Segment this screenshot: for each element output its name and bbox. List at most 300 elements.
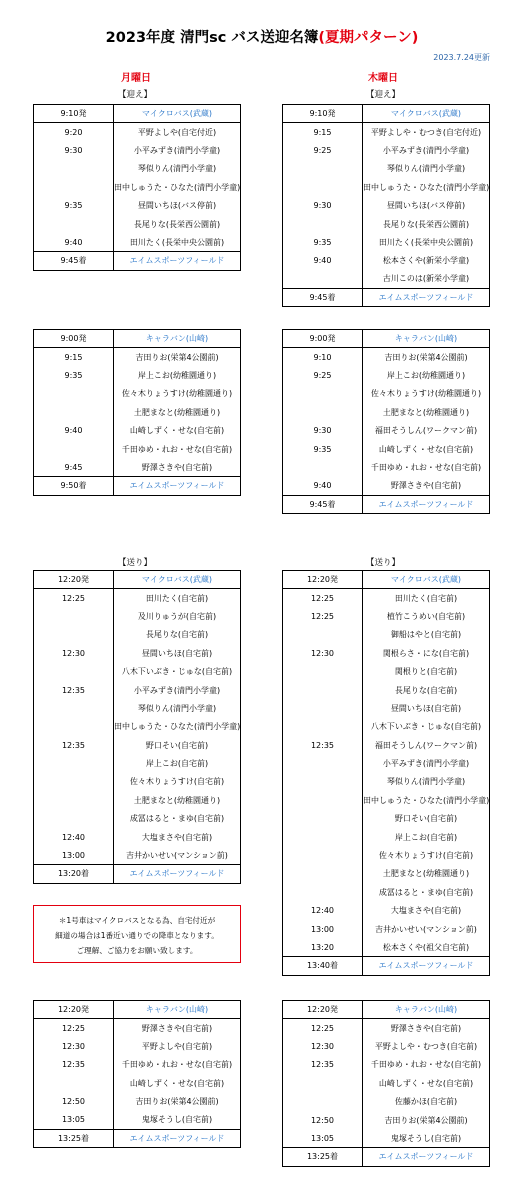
title-pattern: (夏期パターン) bbox=[318, 30, 419, 46]
time-cell bbox=[283, 1074, 363, 1092]
name-cell: 成冨はると・まゆ(自宅前) bbox=[378, 887, 474, 897]
name-cell: 田中しゅうた・ひなた(清門小学童) bbox=[114, 182, 241, 192]
name-cell: キャラバン(山崎) bbox=[114, 330, 241, 348]
name-cell: 山崎しずく・せな(自宅前) bbox=[129, 426, 225, 436]
name-cell: 田中しゅうた・ひなた(清門小学童) bbox=[363, 182, 490, 192]
name-cell: 千田ゆめ・れお・せな(自宅前) bbox=[121, 1060, 233, 1070]
name-cell: 佐々木りょうすけ(幼稚園通り) bbox=[121, 389, 233, 399]
name-cell: エイムスポーツフィールド bbox=[114, 477, 241, 495]
time-cell bbox=[283, 846, 363, 864]
time-cell bbox=[34, 773, 114, 791]
table-row bbox=[34, 385, 241, 403]
table-row bbox=[34, 141, 241, 159]
notice-line: ご理解、ご協力をお願い致します。 bbox=[76, 946, 198, 955]
time-cell: 12:20発 bbox=[34, 1001, 114, 1019]
notice-line: 細道の場合は1番近い通りでの降車となります。 bbox=[55, 931, 219, 940]
time-cell bbox=[34, 1074, 114, 1092]
time-cell bbox=[283, 810, 363, 828]
time-cell bbox=[283, 160, 363, 178]
time-cell: 9:40 bbox=[34, 421, 114, 439]
time-cell bbox=[283, 662, 363, 680]
name-cell: エイムスポーツフィールド bbox=[363, 1148, 490, 1166]
table-row bbox=[283, 1019, 490, 1037]
schedule-table bbox=[33, 329, 241, 496]
name-cell: 長尾りな(自宅前) bbox=[145, 630, 209, 640]
table-row bbox=[34, 1074, 241, 1092]
section-pickup-thu: 【迎え】 bbox=[365, 90, 400, 100]
table-row bbox=[34, 348, 241, 366]
table-row bbox=[283, 699, 490, 717]
name-cell: 琴似りん(清門小学童) bbox=[386, 777, 466, 787]
name-cell: 野澤さきや(自宅前) bbox=[141, 1023, 213, 1033]
time-cell bbox=[34, 791, 114, 809]
time-cell: 12:20発 bbox=[283, 1001, 363, 1019]
time-cell bbox=[283, 626, 363, 644]
table-row bbox=[34, 1019, 241, 1037]
time-cell: 12:30 bbox=[34, 644, 114, 662]
time-cell: 9:45着 bbox=[283, 288, 363, 306]
time-cell bbox=[283, 215, 363, 233]
name-cell: 山崎しずく・せな(自宅前) bbox=[129, 1078, 225, 1088]
table-row bbox=[34, 736, 241, 754]
table-row bbox=[34, 215, 241, 233]
time-cell: 9:45 bbox=[34, 458, 114, 476]
schedule-table bbox=[282, 104, 490, 307]
name-cell: 福田そうしん(ワークマン前) bbox=[374, 740, 478, 750]
time-cell bbox=[283, 458, 363, 476]
name-cell: マイクロバス(武蔵) bbox=[114, 105, 241, 123]
name-cell: 田川たく(自宅前) bbox=[145, 593, 209, 603]
table-row bbox=[283, 773, 490, 791]
time-cell: 13:20 bbox=[283, 938, 363, 956]
time-cell: 12:35 bbox=[283, 736, 363, 754]
table-row bbox=[34, 699, 241, 717]
name-cell: 田中しゅうた・ひなた(清門小学童) bbox=[114, 722, 241, 732]
name-cell: 土肥まなと(幼稚園通り) bbox=[133, 795, 221, 805]
table-row bbox=[283, 421, 490, 439]
name-cell: エイムスポーツフィールド bbox=[114, 252, 241, 270]
time-cell bbox=[34, 810, 114, 828]
time-cell: 9:45着 bbox=[283, 495, 363, 513]
name-cell: 八木下いぶき・じゅな(自宅前) bbox=[121, 667, 233, 677]
table-row bbox=[283, 957, 490, 975]
table-row bbox=[283, 495, 490, 513]
table-row bbox=[283, 846, 490, 864]
time-cell bbox=[34, 626, 114, 644]
time-cell: 9:25 bbox=[283, 366, 363, 384]
table-row bbox=[283, 810, 490, 828]
name-cell: 福田そうしん(ワークマン前) bbox=[374, 426, 478, 436]
time-cell bbox=[283, 385, 363, 403]
name-cell: 岸上こお(自宅前) bbox=[394, 832, 458, 842]
time-cell: 9:00発 bbox=[283, 330, 363, 348]
table-row bbox=[283, 644, 490, 662]
time-cell bbox=[283, 773, 363, 791]
time-cell: 12:25 bbox=[283, 607, 363, 625]
name-cell: マイクロバス(武蔵) bbox=[114, 571, 241, 589]
notice-box bbox=[33, 905, 241, 963]
time-cell bbox=[34, 699, 114, 717]
time-cell: 9:30 bbox=[283, 421, 363, 439]
name-cell: 八木下いぶき・じゅな(自宅前) bbox=[370, 722, 482, 732]
time-cell bbox=[283, 270, 363, 288]
table-row bbox=[34, 366, 241, 384]
name-cell: 鬼塚そうし(自宅前) bbox=[363, 1129, 490, 1147]
table-row bbox=[283, 215, 490, 233]
time-cell: 12:30 bbox=[34, 1037, 114, 1055]
table-row bbox=[283, 754, 490, 772]
name-cell: エイムスポーツフィールド bbox=[363, 288, 490, 306]
name-cell: 佐々木りょうすけ(自宅前) bbox=[378, 851, 474, 861]
table-row bbox=[34, 421, 241, 439]
name-cell: 吉井かいせい(マンション前) bbox=[114, 846, 241, 864]
table-row bbox=[34, 589, 241, 607]
table-row bbox=[283, 571, 490, 589]
time-cell bbox=[34, 662, 114, 680]
table-row bbox=[283, 1148, 490, 1166]
table-row bbox=[34, 458, 241, 476]
time-cell: 9:10発 bbox=[283, 105, 363, 123]
time-cell bbox=[283, 1092, 363, 1110]
name-cell: 佐々木りょうすけ(自宅前) bbox=[129, 777, 225, 787]
time-cell: 13:00 bbox=[283, 920, 363, 938]
table-row bbox=[283, 791, 490, 809]
table-row bbox=[283, 1001, 490, 1019]
time-cell: 12:20発 bbox=[283, 571, 363, 589]
name-cell: エイムスポーツフィールド bbox=[363, 957, 490, 975]
table-row bbox=[34, 791, 241, 809]
name-cell: 関根りと(自宅前) bbox=[394, 667, 458, 677]
name-cell: 松本さくや(祖父自宅前) bbox=[363, 938, 490, 956]
table-row bbox=[34, 846, 241, 864]
table-row bbox=[283, 736, 490, 754]
name-cell: 小平みずき(清門小学童) bbox=[133, 685, 221, 695]
name-cell: 田川たく(長栄中央公園前) bbox=[114, 233, 241, 251]
time-cell bbox=[283, 699, 363, 717]
name-cell: 岸上こお(幼稚園通り) bbox=[386, 370, 466, 380]
name-cell: 関根らさ・にな(自宅前) bbox=[382, 648, 470, 658]
table-row bbox=[283, 902, 490, 920]
name-cell: 岸上こお(幼稚園通り) bbox=[137, 370, 217, 380]
table-row bbox=[283, 1037, 490, 1055]
table-row bbox=[34, 1111, 241, 1129]
time-cell: 13:05 bbox=[34, 1111, 114, 1129]
table-row bbox=[283, 288, 490, 306]
time-cell: 9:50着 bbox=[34, 477, 114, 495]
time-cell: 9:35 bbox=[34, 366, 114, 384]
table-row bbox=[34, 681, 241, 699]
name-cell: 長尾りな(自宅前) bbox=[394, 685, 458, 695]
name-cell: 昼間いちほ(自宅前) bbox=[390, 703, 462, 713]
updated-date: 2023.7.24更新 bbox=[433, 53, 490, 62]
section-dropoff-mon: 【送り】 bbox=[117, 558, 152, 568]
name-cell: 及川りゅうが(自宅前) bbox=[137, 611, 217, 621]
name-cell: 昼間いちほ(バス停前) bbox=[386, 201, 466, 211]
table-row bbox=[34, 178, 241, 196]
time-cell: 9:35 bbox=[283, 440, 363, 458]
schedule-table bbox=[33, 570, 241, 884]
time-cell: 12:30 bbox=[283, 644, 363, 662]
time-cell bbox=[283, 791, 363, 809]
schedule-table bbox=[33, 1000, 241, 1148]
name-cell: 野口そい(自宅前) bbox=[145, 740, 209, 750]
name-cell: 土肥まなと(幼稚園通り) bbox=[382, 869, 470, 879]
name-cell: 山崎しずく・せな(自宅前) bbox=[378, 1078, 474, 1088]
table-row bbox=[283, 366, 490, 384]
time-cell: 12:25 bbox=[283, 1019, 363, 1037]
notice-line: ＊1号車はマイクロバスとなる為、自宅付近が bbox=[58, 916, 216, 925]
name-cell: エイムスポーツフィールド bbox=[114, 865, 241, 883]
table-row bbox=[283, 233, 490, 251]
name-cell: 琴似りん(清門小学童) bbox=[137, 703, 217, 713]
time-cell bbox=[283, 828, 363, 846]
schedule-table bbox=[282, 570, 490, 976]
name-cell: 田川たく(長栄中央公園前) bbox=[378, 237, 474, 247]
time-cell: 12:50 bbox=[34, 1092, 114, 1110]
table-row bbox=[283, 681, 490, 699]
table-row bbox=[283, 348, 490, 366]
table-row bbox=[34, 330, 241, 348]
table-row bbox=[34, 1092, 241, 1110]
name-cell: 平野よしや・むつき(自宅前) bbox=[374, 1041, 478, 1051]
table-row bbox=[34, 1037, 241, 1055]
table-row bbox=[283, 105, 490, 123]
table-row bbox=[283, 920, 490, 938]
table-row bbox=[283, 883, 490, 901]
name-cell: 長尾りな(長栄西公園前) bbox=[133, 219, 221, 229]
name-cell: 小平みずき(清門小学童) bbox=[382, 759, 470, 769]
time-cell: 12:35 bbox=[34, 1056, 114, 1074]
name-cell: キャラバン(山崎) bbox=[363, 1001, 490, 1019]
time-cell: 13:25着 bbox=[34, 1129, 114, 1147]
time-cell bbox=[34, 607, 114, 625]
name-cell: 古川このは(新栄小学童) bbox=[363, 270, 490, 288]
page-title: 2023年度 清門sc バス送迎名簿(夏期パターン) bbox=[105, 30, 419, 46]
time-cell: 9:40 bbox=[34, 233, 114, 251]
table-row bbox=[283, 403, 490, 421]
table-row bbox=[283, 828, 490, 846]
table-row bbox=[283, 477, 490, 495]
time-cell: 9:30 bbox=[34, 141, 114, 159]
table-row bbox=[283, 440, 490, 458]
name-cell: 山崎しずく・せな(自宅前) bbox=[378, 444, 474, 454]
table-row bbox=[283, 938, 490, 956]
table-row bbox=[283, 865, 490, 883]
time-cell: 12:25 bbox=[34, 589, 114, 607]
name-cell: 昼間いちほ(自宅前) bbox=[141, 648, 213, 658]
table-row bbox=[34, 810, 241, 828]
time-cell: 9:00発 bbox=[34, 330, 114, 348]
time-cell: 9:15 bbox=[283, 123, 363, 141]
table-row bbox=[34, 626, 241, 644]
time-cell: 9:30 bbox=[283, 196, 363, 214]
table-row bbox=[283, 626, 490, 644]
time-cell bbox=[34, 385, 114, 403]
table-row bbox=[283, 718, 490, 736]
time-cell: 13:20着 bbox=[34, 865, 114, 883]
table-row bbox=[34, 123, 241, 141]
table-row bbox=[34, 105, 241, 123]
time-cell: 9:10 bbox=[283, 348, 363, 366]
name-cell: 成冨はると・まゆ(自宅前) bbox=[129, 814, 225, 824]
name-cell: 千田ゆめ・れお・せな(自宅前) bbox=[370, 1060, 482, 1070]
name-cell: 小平みずき(清門小学童) bbox=[133, 145, 221, 155]
name-cell: 昼間いちほ(バス停前) bbox=[137, 201, 217, 211]
name-cell: 千田ゆめ・れお・せな(自宅前) bbox=[370, 462, 482, 472]
time-cell bbox=[283, 403, 363, 421]
time-cell bbox=[34, 403, 114, 421]
time-cell: 12:25 bbox=[283, 589, 363, 607]
name-cell: 松本さくや(新栄小学童) bbox=[382, 256, 470, 266]
name-cell: 吉田りお(栄第4公園前) bbox=[384, 1115, 468, 1125]
table-row bbox=[34, 403, 241, 421]
table-row bbox=[34, 233, 241, 251]
table-row bbox=[34, 440, 241, 458]
time-cell: 9:35 bbox=[34, 196, 114, 214]
table-row bbox=[283, 1074, 490, 1092]
name-cell: 小平みずき(清門小学童) bbox=[382, 145, 470, 155]
table-row bbox=[283, 252, 490, 270]
time-cell: 9:15 bbox=[34, 348, 114, 366]
table-row bbox=[34, 252, 241, 270]
name-cell: 野澤さきや(自宅前) bbox=[114, 458, 241, 476]
name-cell: 吉田りお(栄第4公園前) bbox=[384, 352, 468, 362]
schedule-table bbox=[33, 104, 241, 271]
name-cell: 琴似りん(清門小学童) bbox=[386, 164, 466, 174]
time-cell bbox=[283, 865, 363, 883]
name-cell: 田中しゅうた・ひなた(清門小学童) bbox=[363, 795, 490, 805]
table-row bbox=[34, 571, 241, 589]
time-cell bbox=[34, 178, 114, 196]
table-row bbox=[34, 865, 241, 883]
time-cell: 12:50 bbox=[283, 1111, 363, 1129]
time-cell bbox=[283, 883, 363, 901]
time-cell: 12:40 bbox=[283, 902, 363, 920]
table-row bbox=[283, 385, 490, 403]
day-thursday: 木曜日 bbox=[368, 73, 398, 84]
name-cell: 土肥まなと(幼稚園通り) bbox=[133, 407, 221, 417]
time-cell: 9:10発 bbox=[34, 105, 114, 123]
schedule-table bbox=[282, 329, 490, 514]
name-cell: 佐藤かほ(自宅前) bbox=[394, 1097, 458, 1107]
time-cell bbox=[34, 718, 114, 736]
name-cell: 田川たく(自宅前) bbox=[394, 593, 458, 603]
name-cell: 吉田りお(栄第4公園前) bbox=[135, 352, 219, 362]
table-row bbox=[34, 1001, 241, 1019]
name-cell: 御船はやと(自宅前) bbox=[390, 630, 462, 640]
table-row bbox=[283, 607, 490, 625]
name-cell: 佐々木りょうすけ(幼稚園通り) bbox=[370, 389, 482, 399]
time-cell: 12:40 bbox=[34, 828, 114, 846]
time-cell bbox=[283, 754, 363, 772]
section-pickup-mon: 【迎え】 bbox=[117, 90, 152, 100]
time-cell bbox=[34, 215, 114, 233]
table-row bbox=[34, 718, 241, 736]
table-row bbox=[283, 141, 490, 159]
table-row bbox=[283, 1056, 490, 1074]
schedule-table bbox=[282, 1000, 490, 1167]
name-cell: 平野よしや(自宅付近) bbox=[137, 127, 217, 137]
time-cell: 9:40 bbox=[283, 477, 363, 495]
name-cell: 植竹こうめい(自宅前) bbox=[386, 611, 466, 621]
name-cell: 野澤さきや(自宅前) bbox=[390, 1023, 462, 1033]
section-dropoff-thu: 【送り】 bbox=[365, 558, 400, 568]
table-row bbox=[283, 589, 490, 607]
time-cell bbox=[34, 440, 114, 458]
name-cell: 平野よしや・むつき(自宅付近) bbox=[370, 127, 482, 137]
time-cell bbox=[283, 718, 363, 736]
table-row bbox=[283, 1111, 490, 1129]
name-cell: キャラバン(山崎) bbox=[114, 1001, 241, 1019]
table-row bbox=[283, 270, 490, 288]
time-cell: 12:35 bbox=[34, 681, 114, 699]
name-cell: キャラバン(山崎) bbox=[363, 330, 490, 348]
name-cell: 吉井かいせい(マンション前) bbox=[375, 924, 477, 934]
name-cell: 吉田りお(栄第4公園前) bbox=[135, 1097, 219, 1107]
table-row bbox=[283, 178, 490, 196]
table-row bbox=[283, 1092, 490, 1110]
name-cell: 大塩まさや(自宅前) bbox=[141, 832, 213, 842]
time-cell bbox=[34, 160, 114, 178]
table-row bbox=[34, 754, 241, 772]
time-cell: 13:05 bbox=[283, 1129, 363, 1147]
time-cell: 13:25着 bbox=[283, 1148, 363, 1166]
name-cell: 琴似りん(清門小学童) bbox=[137, 164, 217, 174]
table-row bbox=[34, 1056, 241, 1074]
table-row bbox=[34, 160, 241, 178]
table-row bbox=[34, 1129, 241, 1147]
name-cell: 千田ゆめ・れお・せな(自宅前) bbox=[121, 444, 233, 454]
time-cell: 13:40着 bbox=[283, 957, 363, 975]
name-cell: 鬼塚そうし(自宅前) bbox=[114, 1111, 241, 1129]
time-cell: 9:20 bbox=[34, 123, 114, 141]
name-cell: マイクロバス(武蔵) bbox=[363, 571, 490, 589]
table-row bbox=[34, 644, 241, 662]
time-cell: 12:35 bbox=[283, 1056, 363, 1074]
table-row bbox=[34, 607, 241, 625]
table-row bbox=[34, 196, 241, 214]
table-row bbox=[283, 458, 490, 476]
table-row bbox=[34, 662, 241, 680]
name-cell: 長尾りな(長栄西公園前) bbox=[382, 219, 470, 229]
name-cell: エイムスポーツフィールド bbox=[114, 1129, 241, 1147]
time-cell: 9:45着 bbox=[34, 252, 114, 270]
table-row bbox=[34, 828, 241, 846]
time-cell: 12:30 bbox=[283, 1037, 363, 1055]
name-cell: 岸上こお(自宅前) bbox=[145, 759, 209, 769]
table-row bbox=[34, 477, 241, 495]
name-cell: 野澤さきや(自宅前) bbox=[363, 477, 490, 495]
table-row bbox=[283, 330, 490, 348]
time-cell bbox=[283, 681, 363, 699]
table-row bbox=[283, 160, 490, 178]
name-cell: 野口そい(自宅前) bbox=[394, 814, 458, 824]
table-row bbox=[283, 662, 490, 680]
table-row bbox=[34, 773, 241, 791]
time-cell: 9:35 bbox=[283, 233, 363, 251]
time-cell bbox=[283, 178, 363, 196]
time-cell: 12:25 bbox=[34, 1019, 114, 1037]
name-cell: 土肥まなと(幼稚園通り) bbox=[382, 407, 470, 417]
time-cell: 12:20発 bbox=[34, 571, 114, 589]
day-monday: 月曜日 bbox=[121, 73, 151, 84]
time-cell: 12:35 bbox=[34, 736, 114, 754]
time-cell: 13:00 bbox=[34, 846, 114, 864]
name-cell: 大塩まさや(自宅前) bbox=[390, 906, 462, 916]
table-row bbox=[283, 123, 490, 141]
time-cell bbox=[34, 754, 114, 772]
table-row bbox=[283, 196, 490, 214]
